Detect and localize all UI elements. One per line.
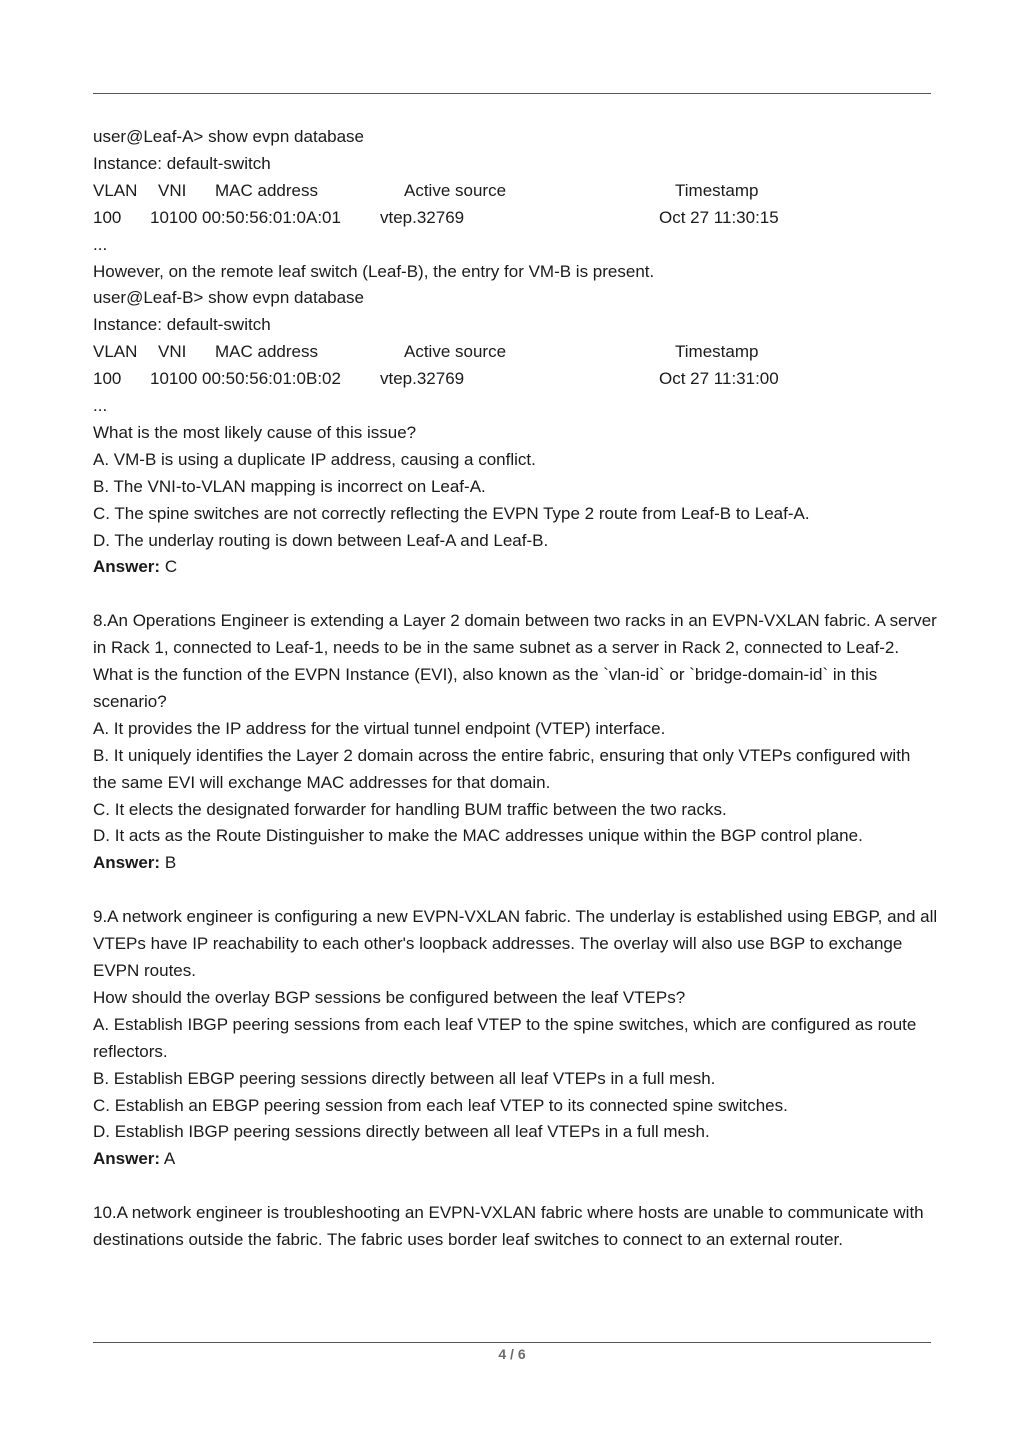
col-source-header: Active source	[404, 342, 507, 362]
cli-instance: Instance: default-switch	[93, 315, 271, 335]
option-c: C. It elects the designated forwarder for handling BUM traffic between the two racks.	[93, 799, 727, 819]
answer-label: Answer:	[93, 1149, 161, 1169]
footer-rule	[93, 1342, 931, 1343]
answer-label: Answer:	[93, 853, 161, 873]
cell-source: vtep.32769	[380, 369, 465, 389]
question-stem: 8.An Operations Engineer is extending a Layer 2 domain between two racks in an EVPN-VXLAN fabric. A server in Rack 1, connected to Leaf-1, needs to be in the same subnet as a server in Rack 2, connected to Leaf-2.	[93, 611, 937, 658]
option-d: D. The underlay routing is down between Leaf-A and Leaf-B.	[93, 530, 549, 550]
col-timestamp-header: Timestamp	[675, 180, 759, 200]
option-a: A. It provides the IP address for the virtual tunnel endpoint (VTEP) interface.	[93, 718, 666, 738]
option-a: A. VM-B is using a duplicate IP address, causing a conflict.	[93, 449, 536, 469]
cli-instance: Instance: default-switch	[93, 153, 271, 173]
transition-text: However, on the remote leaf switch (Leaf-B), the entry for VM-B is present.	[93, 261, 655, 281]
option-d: D. It acts as the Route Distinguisher to make the MAC addresses unique within the BGP control plane.	[93, 826, 863, 846]
option-c: C. Establish an EBGP peering session from each leaf VTEP to its connected spine switches.	[93, 1095, 788, 1115]
col-mac-header: MAC address	[215, 342, 318, 362]
cli-command: user@Leaf-A> show evpn database	[93, 127, 365, 146]
cli-command: user@Leaf-B> show evpn database	[93, 288, 365, 308]
cell-vni-mac: 10100 00:50:56:01:0A:01	[150, 207, 341, 227]
table-header	[93, 339, 938, 366]
question-prompt: How should the overlay BGP sessions be configured between the leaf VTEPs?	[93, 987, 686, 1007]
col-vni-header: VNI	[158, 342, 187, 362]
answer-value: C	[164, 557, 178, 577]
page-number: 4 / 6	[498, 1346, 526, 1362]
col-vlan-header: VLAN	[93, 180, 138, 200]
col-vni-header: VNI	[158, 180, 187, 200]
option-d: D. Establish IBGP peering sessions directly between all leaf VTEPs in a full mesh.	[93, 1122, 710, 1142]
cell-vni-mac: 10100 00:50:56:01:0B:02	[150, 369, 341, 389]
question-prompt: What is the function of the EVPN Instance (EVI), also known as the `vlan-id` or `bridge-domain-id` in this scenario?	[93, 665, 878, 711]
question-stem: 10.A network engineer is troubleshooting an EVPN-VXLAN fabric where hosts are unable to communicate with destinations outside the fabric. The fabric uses border leaf switches to connect to an external router.	[93, 1203, 924, 1250]
col-mac-header: MAC address	[215, 180, 318, 200]
cell-vlan: 100	[93, 207, 122, 227]
header-rule	[93, 93, 931, 94]
option-b: B. Establish EBGP peering sessions directly between all leaf VTEPs in a full mesh.	[93, 1068, 716, 1088]
col-timestamp-header: Timestamp	[675, 342, 759, 362]
col-vlan-header: VLAN	[93, 342, 138, 362]
answer-value: A	[163, 1149, 176, 1169]
answer-value: B	[164, 853, 177, 873]
option-a: A. Establish IBGP peering sessions from each leaf VTEP to the spine switches, which are configured as route reflectors.	[93, 1014, 917, 1061]
table-row	[93, 205, 938, 232]
option-c: C. The spine switches are not correctly reflecting the EVPN Type 2 route from Leaf-B to Leaf-A.	[93, 503, 810, 523]
cell-timestamp: Oct 27 11:30:15	[659, 207, 779, 227]
cli-ellipsis: ...	[93, 396, 108, 415]
cell-timestamp: Oct 27 11:31:00	[659, 369, 779, 389]
question-prompt: What is the most likely cause of this issue?	[93, 422, 417, 442]
cli-ellipsis: ...	[93, 234, 108, 254]
answer-line	[93, 554, 938, 581]
col-source-header: Active source	[404, 180, 507, 200]
page-content	[93, 124, 938, 1254]
answer-line	[93, 1146, 938, 1173]
question-stem: 9.A network engineer is configuring a new EVPN-VXLAN fabric. The underlay is established using EBGP, and all VTEPs have IP reachability to each other's loopback addresses. The overlay will also use BGP to exchange EVPN routes.	[93, 907, 938, 980]
cell-vlan: 100	[93, 369, 122, 389]
option-b: B. The VNI-to-VLAN mapping is incorrect on Leaf-A.	[93, 476, 486, 496]
answer-line	[93, 850, 938, 877]
table-header	[93, 178, 938, 205]
cell-source: vtep.32769	[380, 207, 465, 227]
option-b: B. It uniquely identifies the Layer 2 domain across the entire fabric, ensuring that only VTEPs configured with the same EVI will exchange MAC addresses for that domain.	[93, 745, 911, 792]
answer-label: Answer:	[93, 557, 161, 577]
table-row	[93, 366, 938, 393]
